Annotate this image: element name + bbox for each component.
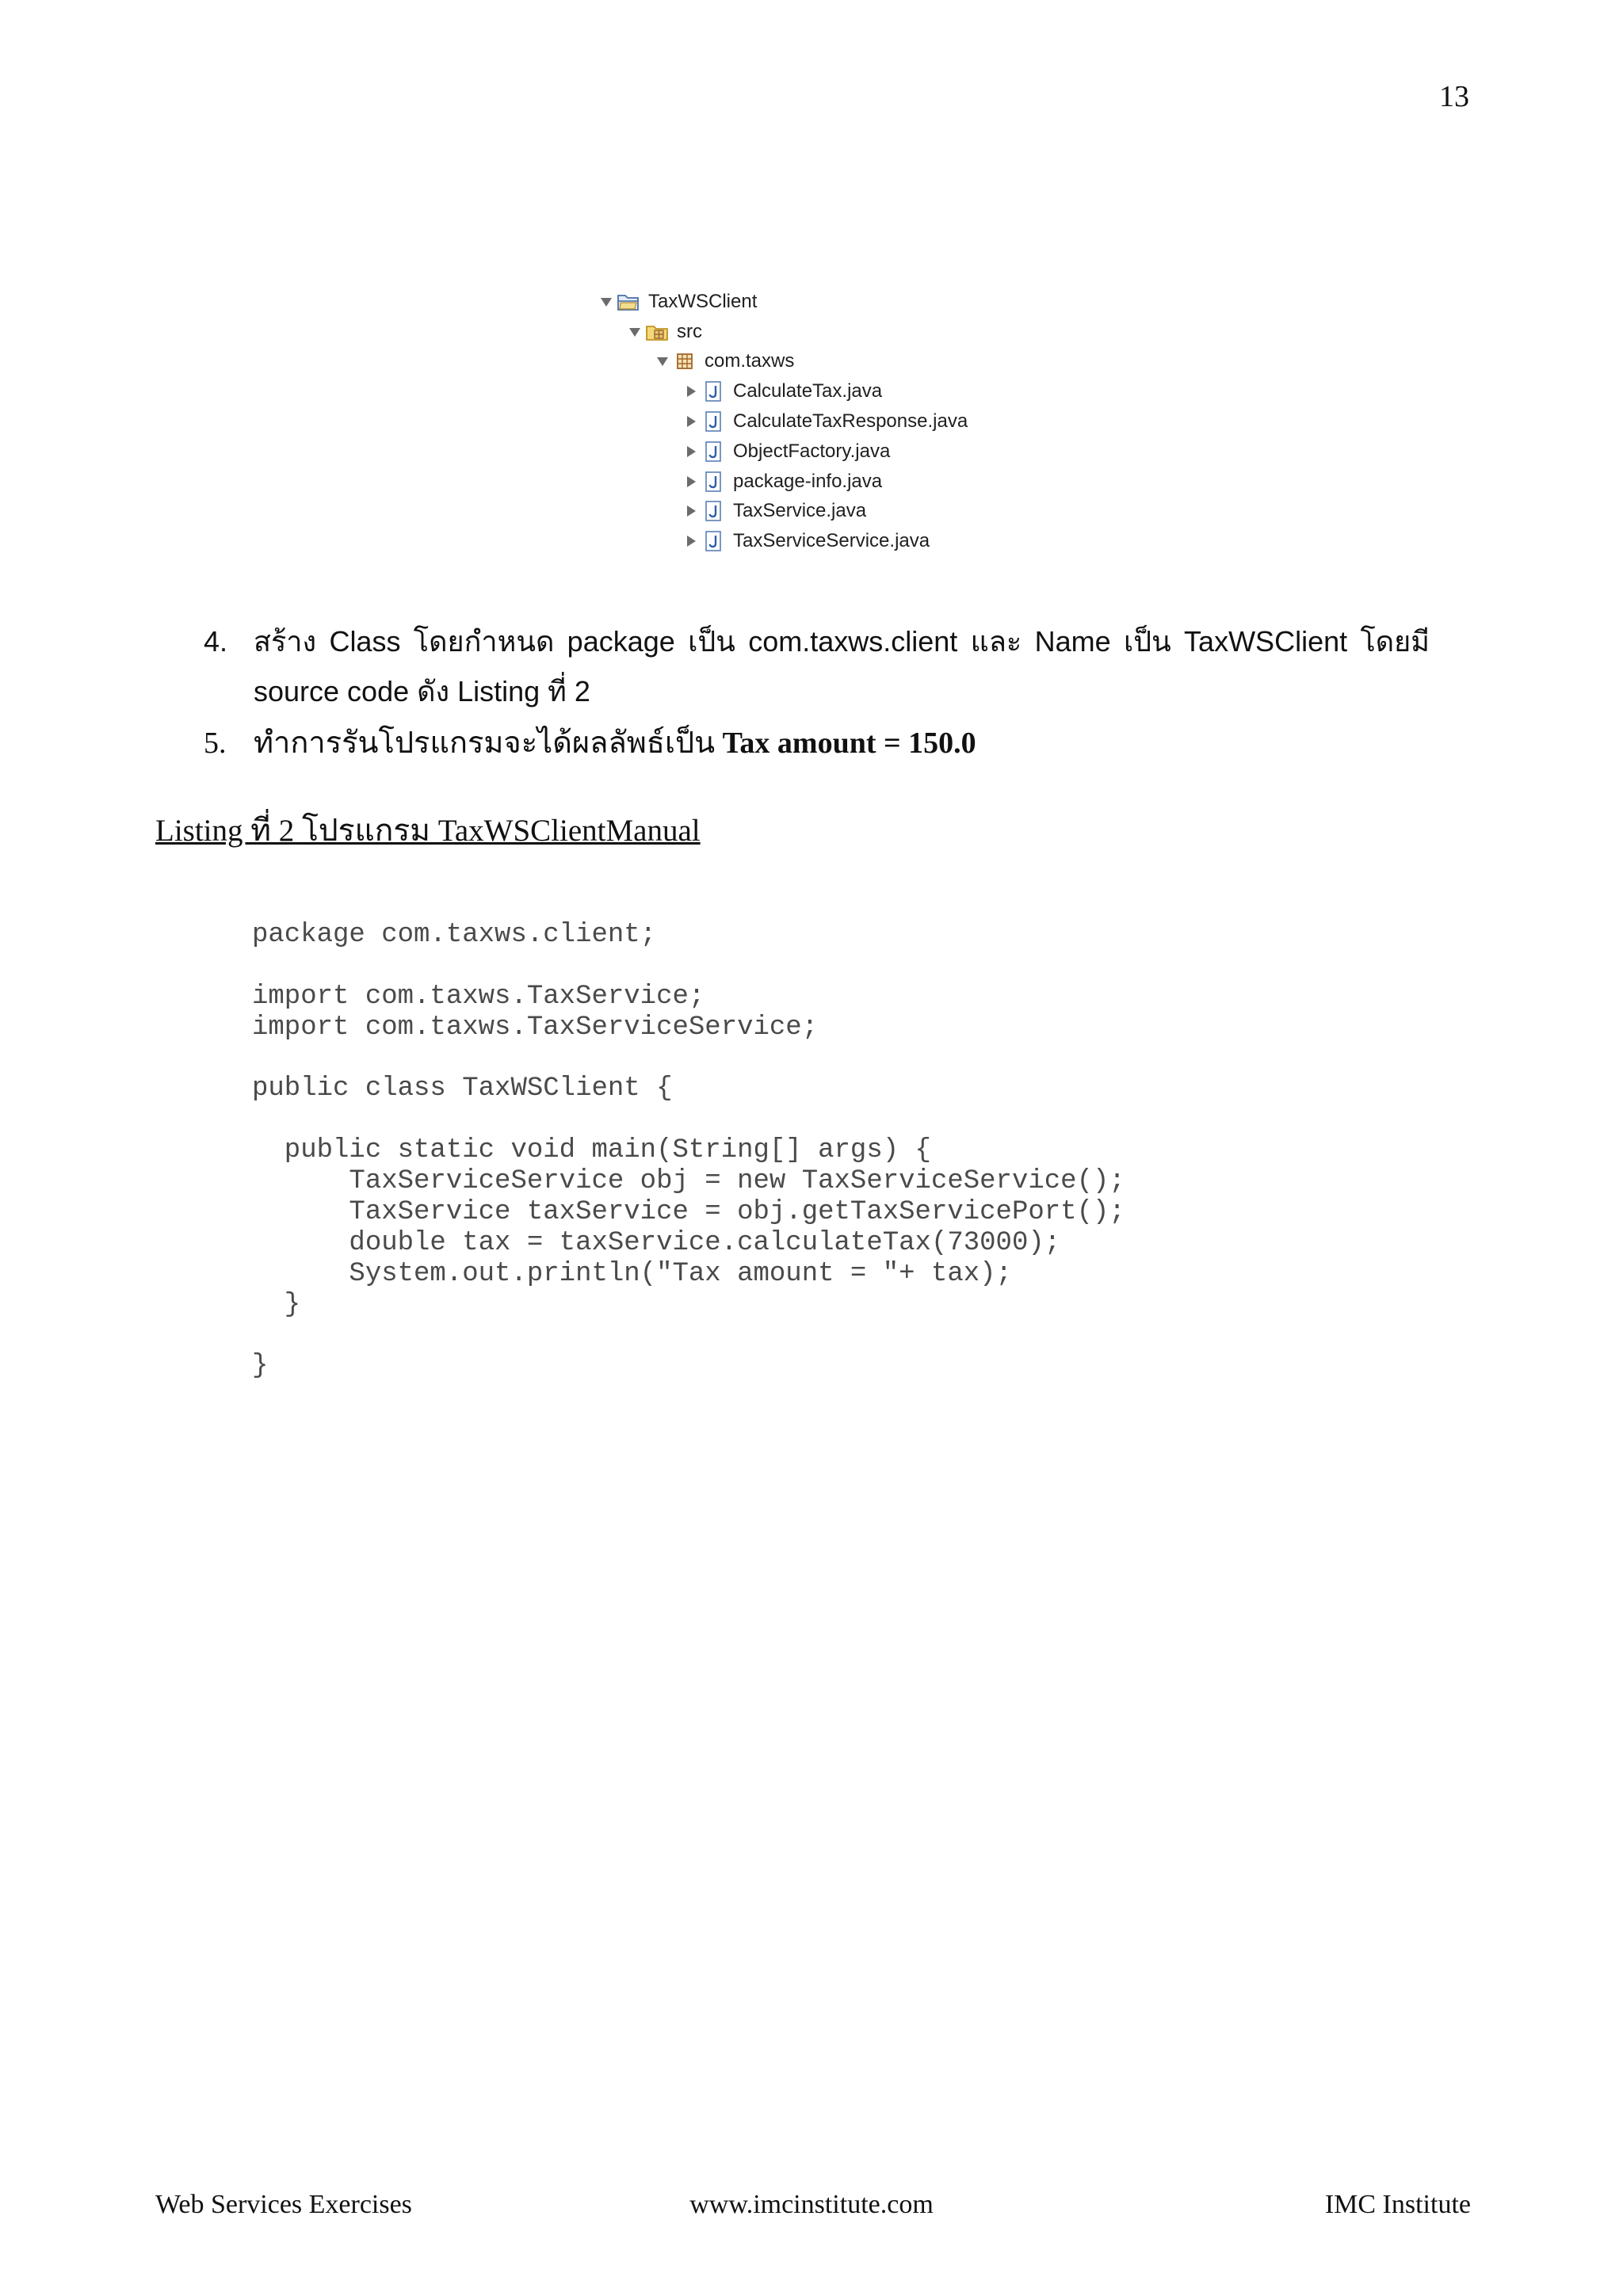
tree-item-file (596, 437, 1008, 467)
footer-left-text: Web Services Exercises (155, 2190, 412, 2219)
code-line: public static void main(String[] args) { (252, 1135, 931, 1166)
page-number: 13 (1439, 80, 1469, 113)
footer-right-text: IMC Institute (1324, 2190, 1471, 2219)
collapsed-arrow-icon (681, 471, 701, 492)
java-file-icon (701, 499, 725, 523)
code-line (252, 951, 1125, 982)
code-line: double tax = taxService.calculateTax(73000); (252, 1227, 1061, 1258)
java-file-icon (701, 379, 725, 403)
tree-item-package (596, 347, 1008, 377)
source-folder-icon (645, 320, 669, 344)
code-line: } (252, 1351, 269, 1382)
code-line: import com.taxws.TaxService; (252, 981, 705, 1012)
step-text-bold: Tax amount = 150.0 (722, 727, 976, 760)
project-folder-icon (617, 290, 640, 314)
tree-item-label: TaxService.java (733, 500, 867, 522)
code-line: package com.taxws.client; (252, 920, 657, 950)
tree-item-label: TaxServiceService.java (733, 530, 930, 552)
tree-item-file (596, 406, 1008, 437)
code-line: } (252, 1289, 301, 1320)
code-line: import com.taxws.TaxServiceService; (252, 1012, 819, 1043)
tree-item-src (596, 317, 1008, 347)
tree-item-project (596, 287, 1008, 317)
expanded-arrow-icon (624, 322, 645, 342)
tree-item-label: CalculateTax.java (733, 380, 883, 402)
tree-item-label: CalculateTaxResponse.java (733, 410, 968, 433)
code-line (252, 1043, 1125, 1074)
collapsed-arrow-icon (681, 531, 701, 551)
tree-item-label: src (677, 320, 702, 342)
tree-item-label: package-info.java (733, 470, 883, 492)
step-text-regular: ทำการรันโปรแกรมจะได้ผลลัพธ์เป็น (254, 727, 716, 760)
step-text-line: source code ดัง Listing ที่ 2 (254, 675, 590, 707)
collapsed-arrow-icon (681, 441, 701, 462)
footer-website: www.imcinstitute.com (689, 2190, 934, 2219)
tree-item-file (596, 497, 1008, 527)
tree-item-label: ObjectFactory.java (733, 440, 891, 462)
tree-item-file (596, 467, 1008, 497)
code-line (252, 1104, 1125, 1135)
step-text (254, 723, 976, 763)
java-file-icon (701, 470, 725, 494)
code-line (252, 1321, 1125, 1352)
code-line: TaxServiceService obj = new TaxServiceService(); (252, 1166, 1125, 1197)
java-file-icon (701, 529, 725, 553)
listing-title: Listing ที่ 2 โปรแกรม TaxWSClientManual (155, 814, 701, 848)
tree-item-file (596, 526, 1008, 556)
collapsed-arrow-icon (681, 411, 701, 432)
tree-item-file (596, 376, 1008, 406)
collapsed-arrow-icon (681, 501, 701, 521)
java-file-icon (701, 440, 725, 463)
expanded-arrow-icon (596, 292, 617, 312)
expanded-arrow-icon (652, 351, 673, 372)
step-number: 5. (204, 727, 227, 760)
code-listing (252, 920, 1125, 1382)
java-file-icon (701, 410, 725, 433)
code-line: public class TaxWSClient { (252, 1074, 673, 1104)
package-icon (673, 349, 697, 373)
project-tree (596, 287, 1008, 556)
collapsed-arrow-icon (681, 381, 701, 402)
tree-item-label: TaxWSClient (648, 290, 758, 312)
tree-item-label: com.taxws (705, 350, 795, 372)
step-text-line: สร้าง Class โดยกำหนด package เป็น com.taxws.client และ Name เป็น TaxWSClient โดยมี (254, 625, 1430, 658)
step-number: 4. (204, 625, 228, 658)
code-line: System.out.println("Tax amount = "+ tax); (252, 1258, 1012, 1289)
code-line: TaxService taxService = obj.getTaxServicePort(); (252, 1197, 1125, 1228)
